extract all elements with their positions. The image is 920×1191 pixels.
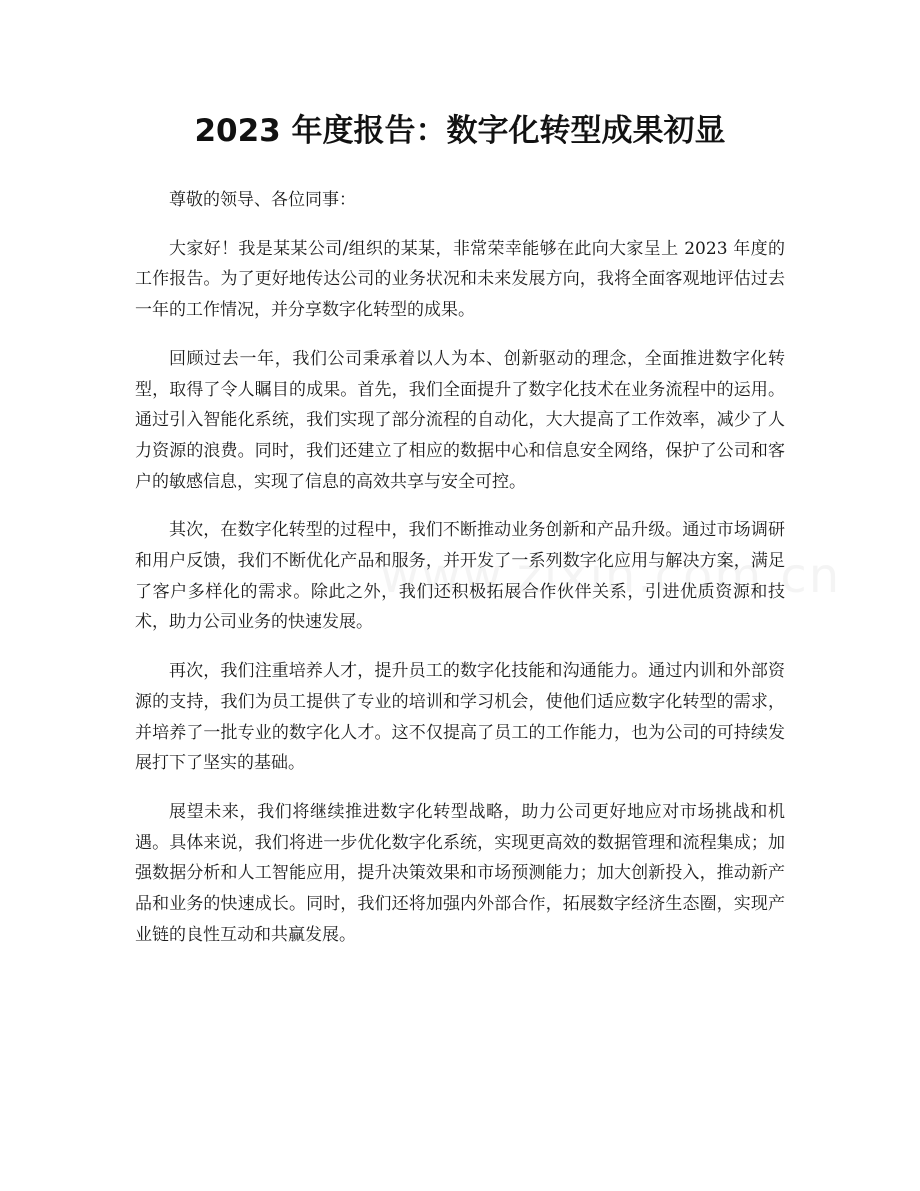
- greeting: 尊敬的领导、各位同事：: [169, 190, 356, 210]
- paragraph-innovation: 其次，在数字化转型的过程中，我们不断推动业务创新和产品升级。通过市场调研和用户反馈，我们不断优化产品和服务，并开发了一系列数字化应用与解决方案，满足了客户多样化的需求。除此之外，我们还积极拓展合作伙伴关系，引进优质资源和技术，助力公司业务的快速发展。: [135, 520, 785, 633]
- paragraph-outlook: 展望未来，我们将继续推进数字化转型战略，助力公司更好地应对市场挑战和机遇。具体来说，我们将进一步优化数字化系统，实现更高效的数据管理和流程集成；加强数据分析和人工智能应用，提升决策效果和市场预测能力；加大创新投入，推动新产品和业务的快速成长。同时，我们还将加强内外部合作，拓展数字经济生态圈，实现产业链的良性互动和共赢发展。: [135, 801, 785, 945]
- document-title: 2023 年度报告：数字化转型成果初显: [194, 113, 726, 149]
- paragraph-intro: 大家好！我是某某公司/组织的某某，非常荣幸能够在此向大家呈上 2023 年度的工作报告。为了更好地传达公司的业务状况和未来发展方向，我将全面客观地评估过去一年的工作情况，并分享数字化转型的成果。: [135, 238, 785, 321]
- document-body: [135, 185, 785, 968]
- paragraph-talent: 再次，我们注重培养人才，提升员工的数字化技能和沟通能力。通过内训和外部资源的支持，我们为员工提供了专业的培训和学习机会，使他们适应数字化转型的需求，并培养了一批专业的数字化人才。这不仅提高了员工的工作能力，也为公司的可持续发展打下了坚实的基础。: [135, 661, 785, 774]
- paragraph-review: 回顾过去一年，我们公司秉承着以人为本、创新驱动的理念，全面推进数字化转型，取得了令人瞩目的成果。首先，我们全面提升了数字化技术在业务流程中的运用。通过引入智能化系统，我们实现了部分流程的自动化，大大提高了工作效率，减少了人力资源的浪费。同时，我们还建立了相应的数据中心和信息安全网络，保护了公司和客户的敏感信息，实现了信息的高效共享与安全可控。: [135, 348, 785, 492]
